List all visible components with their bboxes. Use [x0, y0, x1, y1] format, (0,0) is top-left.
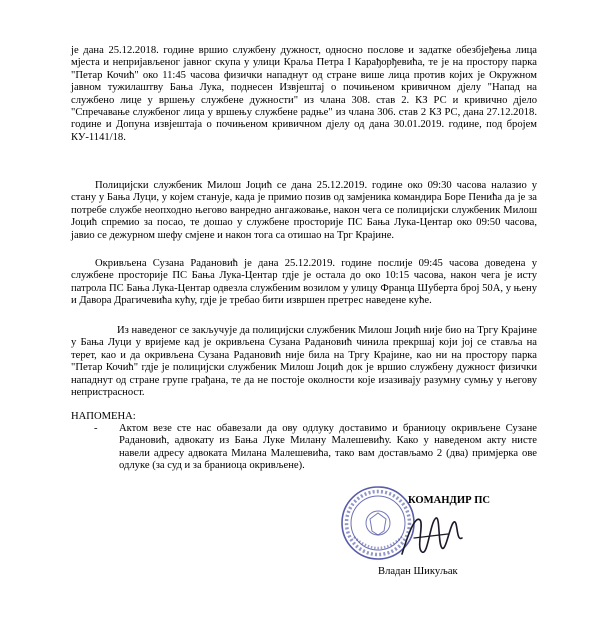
paragraph-officer-whereabouts: Полицијски службеник Милош Јоцић се дана 25.12.2019. године око 09:30 часова налазио у стану у Бања Луци, у којем станује, када је примио позив од замјеника командира Боре Пенића да је за потребе службе неопходно његово ванредно ангажовање, након чега се полицијски службеник Милош Јоцић спремио за посао, те дошао у службене просторије ПС Бања Лука-Центар око 09:50 часова, јавио се дежурном шефу смјене и након тога са отишао на Трг Крајине.	[71, 180, 537, 241]
signature-icon	[396, 508, 468, 562]
signer-name: Владан Шикуљак	[378, 566, 458, 577]
note-title: НАПОМЕНА:	[71, 411, 136, 422]
paragraph-incident: је дана 25.12.2018. године вршио службену дужност, односно послове и задатке обезбјеђења лица мјеста и непријављеног јавног скупа у улици Краља Петра I Карађорђевића, те је на простору парка "Петар Кочић" око 11:45 часова физички нападнут од стране више лица против којих је Окружном јавном тужилаштву Бања Лука, поднесен Извјештај о почињеном кривичном дјелу "Напад на службено лице у вршењу службене дужности" из члана 308. став 2. КЗ РС и кривично дјело "Спречавање службеног лица у вршењу службене радње" из члана 306. став 2 КЗ РС, дана 27.12.2018. године и Допуна извјештаја о почињеном кривичном дјелу од дана 30.01.2019. године, под бројем КУ-1141/18.	[71, 45, 537, 143]
commander-title: КОМАНДИР ПС	[408, 495, 491, 506]
paragraph-conclusion: Из наведеног се закључује да полицијски службеник Милош Јоцић није био на Тргу Крајине у Бања Луци у вријеме кад је окривљена Сузана Радановић чинила прекршај који јој се ставља на терет, као и да окривљена Сузана Радановић није била на Тргу Крајине, као ни на простору парка "Петар Кочић" гдје је полицијски службеник Милош Јоцић док је вршио службену дужност физички нападнут од стране групе грађана, те да не постоје околности које изазивају разумну сумњу у његову непристрасност.	[71, 325, 537, 399]
note-text: Актом везе сте нас обавезали да ову одлуку доставимо и браниоцу окривљене Сузане Радановић, адвокату из Бања Луке Милану Малешевићу. Како у наведеном акту нисте навели адресу адвоката Милана Малешевића, тако вам достављамо 2 (два) примјерка ове одлуке (за суд и за браниоца окривљене).	[119, 423, 537, 472]
note-bullet: -	[94, 423, 98, 434]
paragraph-defendant-whereabouts: Окривљена Сузана Радановић је дана 25.12.2019. године послије 09:45 часова доведена у службене просторије ПС Бања Лука-Центар гдје је остала до око 10:15 часова, након чега је исту патрола ПС Бања Лука-Центар одвезла службеним возилом у улицу Франца Шуберта број 50А, у њену и Давора Драгичевића кућу, гдје је требао бити извршен претрес наведене куће.	[71, 258, 537, 307]
